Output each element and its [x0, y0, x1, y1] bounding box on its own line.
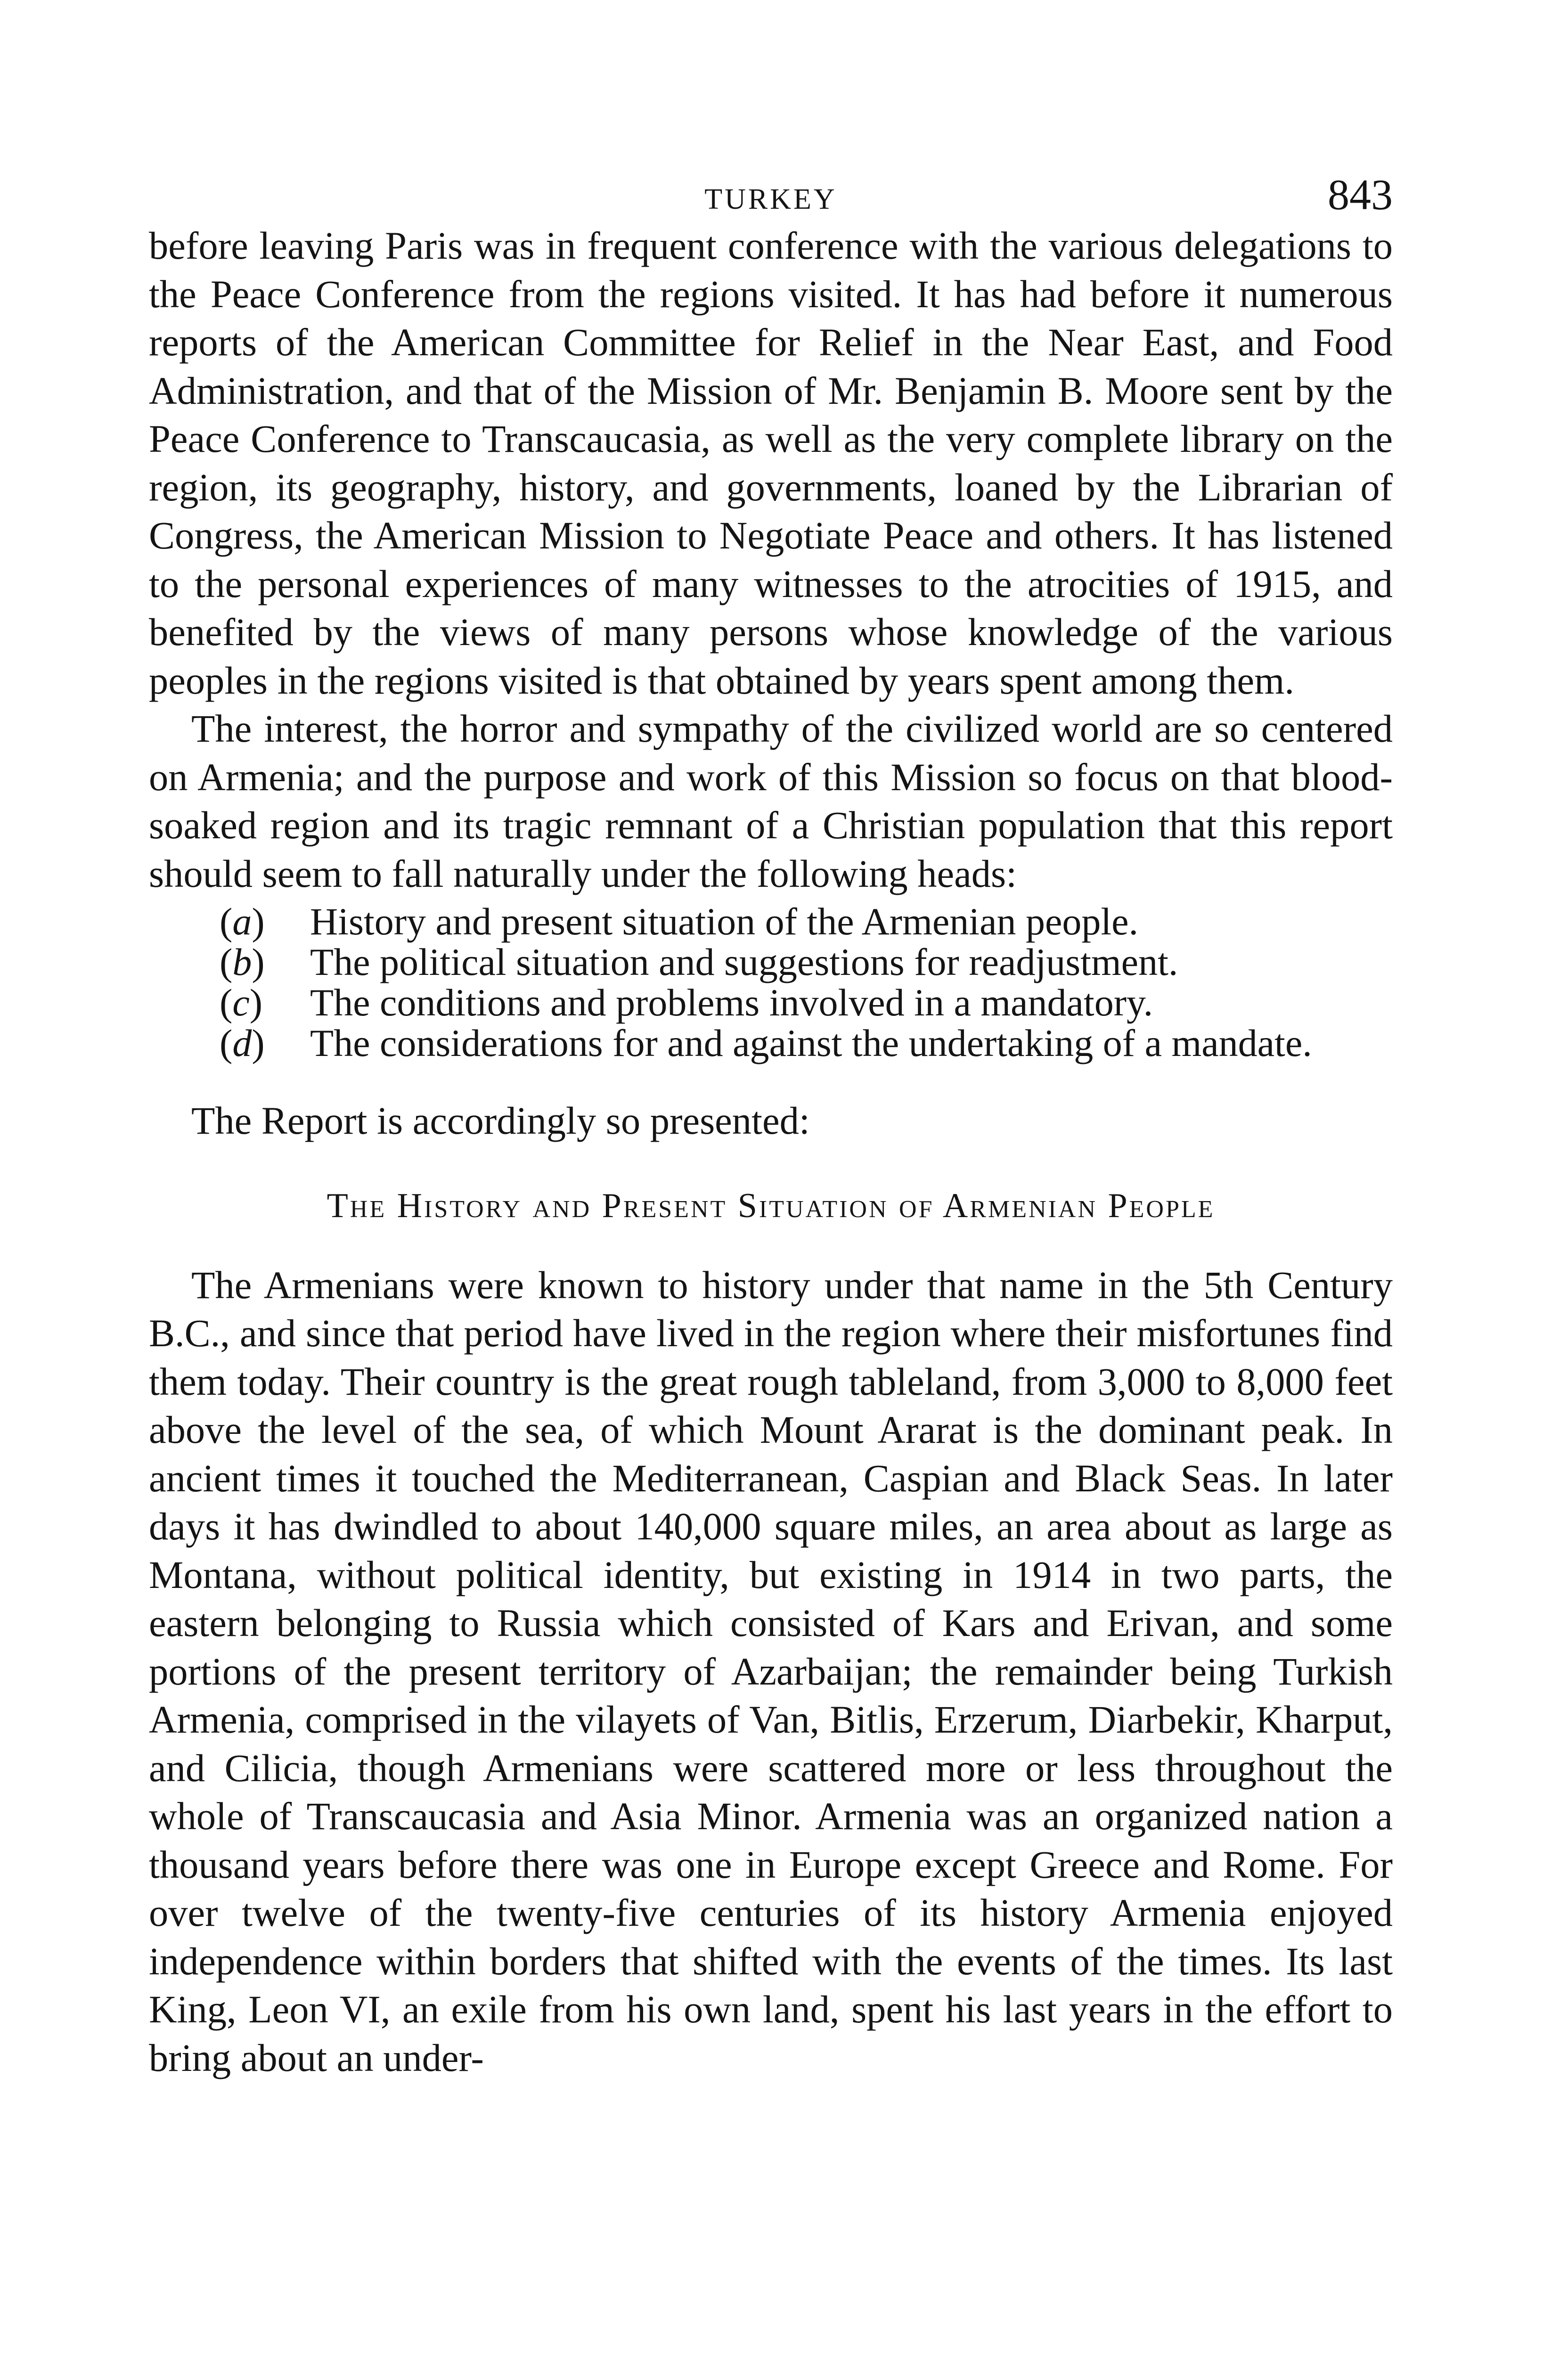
list-item [220, 942, 1393, 982]
list-item [220, 1023, 1393, 1063]
list-item-text: The conditions and problems involved in a mandatory. [310, 981, 1153, 1024]
list-marker: (b) [220, 941, 265, 983]
paragraph-continuation: before leaving Paris was in frequent conference with the various delegations to the Peace Conference from the regions visited. It has had before it numerous reports of the American Committee for Relief in the Near East, and Food Administration, and that of the Mission of Mr. Benjamin B. Moore sent by the Peace Conference to Transcaucasia, as well as the very complete library on the region, its geography, history, and governments, loaned by the Librarian of Congress, the American Mission to Negotiate Peace and others. It has listened to the personal experiences of many witnesses to the atrocities of 1915, and benefited by the views of many persons whose knowledge of the various peoples in the regions visited is that obtained by years spent among them. [149, 224, 1393, 702]
spacer [149, 1145, 1393, 1182]
book-page [149, 170, 1393, 2082]
report-heads-list [149, 901, 1393, 1063]
list-item [220, 982, 1393, 1023]
list-marker: (c) [220, 981, 263, 1024]
spacer [149, 1063, 1393, 1096]
paragraph-interest: The interest, the horror and sympathy of the civilized world are so centered on Armenia; and the purpose and work of this Mission so focus on that blood-soaked region and its tragic remnant of a Christian population that this report should seem to fall naturally under the following heads: [149, 707, 1393, 895]
page-body [149, 221, 1393, 2082]
paragraph-armenians: The Armenians were known to history under that name in the 5th Century B.C., and since that period have lived in the region where their misfortunes find them today. Their country is the great rough tableland, from 3,000 to 8,000 feet above the level of the sea, of which Mount Ararat is the dominant peak. In ancient times it touched the Mediterranean, Caspian and Black Seas. In later days it has dwindled to about 140,000 square miles, an area about as large as Montana, without political identity, but existing in 1914 in two parts, the eastern belonging to Russia which consisted of Kars and Erivan, and some portions of the present territory of Azarbaijan; the remainder being Turkish Armenia, comprised in the vilayets of Van, Bitlis, Erzerum, Diarbekir, Kharput, and Cilicia, though Armenians were scattered more or less throughout the whole of Transcaucasia and Asia Minor. Armenia was an organized nation a thousand years before there was one in Europe except Greece and Rome. For over twelve of the twenty-five centuries of its history Armenia enjoyed independence within borders that shifted with the events of the times. Its last King, Leon VI, an exile from his own land, spent his last years in the effort to bring about an under- [149, 1263, 1393, 2079]
running-head [149, 170, 1393, 221]
page-number: 843 [1328, 171, 1393, 219]
list-item-text: The considerations for and against the undertaking of a mandate. [310, 1022, 1312, 1064]
paragraph-presented: The Report is accordingly so presented: [191, 1099, 810, 1142]
section-heading: The History and Present Situation of Armenian People [327, 1186, 1215, 1225]
spacer [149, 1230, 1393, 1261]
list-item-text: The political situation and suggestions for readjustment. [310, 941, 1178, 983]
list-item-text: History and present situation of the Armenian people. [310, 900, 1139, 943]
running-title: TURKEY [704, 183, 837, 215]
list-marker: (d) [220, 1022, 265, 1064]
list-marker: (a) [220, 900, 265, 943]
list-item [220, 901, 1393, 942]
